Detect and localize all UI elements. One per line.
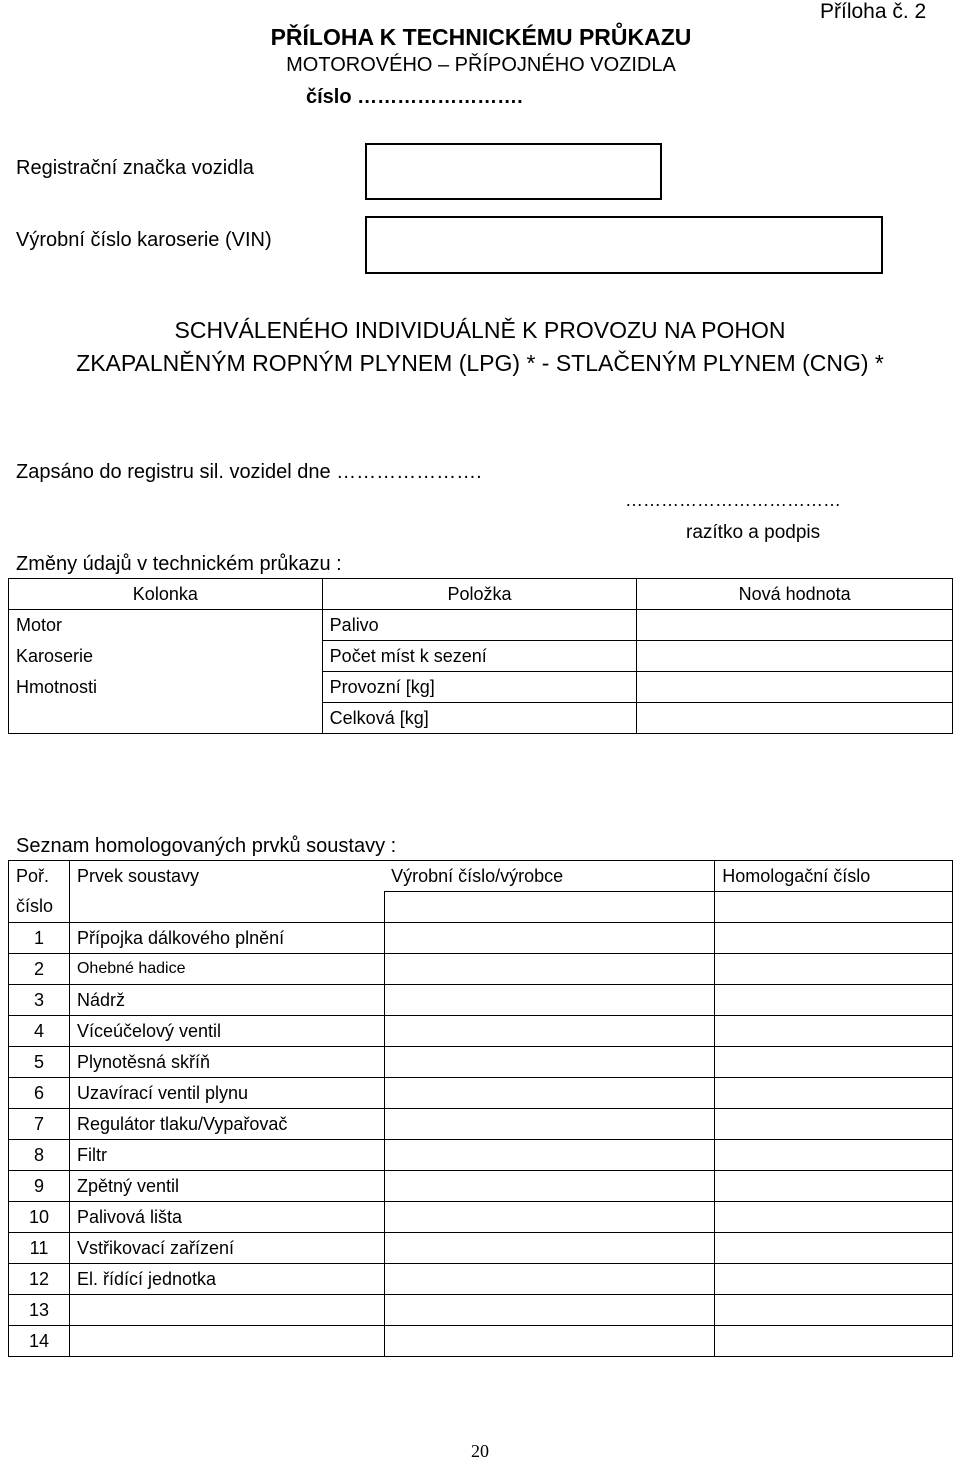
serial-cell[interactable] (384, 923, 715, 954)
homologation-cell[interactable] (715, 1047, 953, 1078)
homologation-cell[interactable] (715, 1233, 953, 1264)
row-number: 1 (9, 923, 70, 954)
part-cell: Nádrž (69, 985, 384, 1016)
polozka-cell: Palivo (322, 610, 637, 641)
row-number: 8 (9, 1140, 70, 1171)
serial-cell[interactable] (384, 1047, 715, 1078)
changes-header-row (9, 579, 953, 610)
serial-cell[interactable] (384, 1140, 715, 1171)
serial-cell[interactable] (384, 1264, 715, 1295)
table-row (9, 1171, 953, 1202)
polozka-cell: Provozní [kg] (322, 672, 637, 703)
part-cell: Vstřikovací zařízení (69, 1233, 384, 1264)
homologation-cell[interactable] (715, 954, 953, 985)
components-title: Seznam homologovaných prvků soustavy : (16, 835, 397, 857)
kolonka-cell: Hmotnosti (9, 672, 323, 703)
registration-label: Registrační značka vozidla (16, 157, 254, 179)
table-row (9, 703, 953, 734)
part-cell: Uzavírací ventil plynu (69, 1078, 384, 1109)
table-row (9, 1264, 953, 1295)
table-row (9, 1047, 953, 1078)
header-spacer (69, 892, 384, 923)
serial-cell[interactable] (384, 985, 715, 1016)
part-cell[interactable] (69, 1326, 384, 1357)
homologation-cell[interactable] (715, 1140, 953, 1171)
table-row (9, 923, 953, 954)
polozka-cell: Počet míst k sezení (322, 641, 637, 672)
table-row (9, 985, 953, 1016)
serial-cell[interactable] (384, 1326, 715, 1357)
column-header-part: Prvek soustavy (69, 861, 384, 892)
homologation-cell[interactable] (715, 1016, 953, 1047)
column-header-nova-hodnota: Nová hodnota (637, 579, 953, 610)
column-header-homologation: Homologační číslo (715, 861, 953, 892)
serial-cell[interactable] (384, 1295, 715, 1326)
table-row (9, 1140, 953, 1171)
table-row (9, 1109, 953, 1140)
components-table (8, 860, 953, 1357)
serial-cell[interactable] (384, 1171, 715, 1202)
part-cell: Zpětný ventil (69, 1171, 384, 1202)
approval-heading-line1: SCHVÁLENÉHO INDIVIDUÁLNĚ K PROVOZU NA POHON (174, 317, 786, 343)
part-cell: Ohebné hadice (69, 954, 384, 985)
column-header-kolonka: Kolonka (9, 579, 323, 610)
new-value-cell[interactable] (637, 610, 953, 641)
homologation-cell[interactable] (715, 1171, 953, 1202)
row-number: 5 (9, 1047, 70, 1078)
vin-label: Výrobní číslo karoserie (VIN) (16, 229, 272, 251)
document-number: číslo ……………………. (306, 86, 523, 108)
polozka-cell: Celková [kg] (322, 703, 637, 734)
serial-cell[interactable] (384, 954, 715, 985)
serial-cell[interactable] (384, 1233, 715, 1264)
annex-label: Příloha č. 2 (820, 0, 927, 23)
serial-cell[interactable] (384, 1202, 715, 1233)
part-cell: Regulátor tlaku/Vypařovač (69, 1109, 384, 1140)
components-header-row-2 (9, 892, 953, 923)
column-header-polozka: Položka (322, 579, 637, 610)
homologation-cell[interactable] (715, 985, 953, 1016)
row-number: 6 (9, 1078, 70, 1109)
homologation-cell[interactable] (715, 1202, 953, 1233)
part-cell: Víceúčelový ventil (69, 1016, 384, 1047)
row-number: 7 (9, 1109, 70, 1140)
registry-date-line: Zapsáno do registru sil. vozidel dne …………………. (16, 461, 482, 483)
new-value-cell[interactable] (637, 703, 953, 734)
part-cell: Filtr (69, 1140, 384, 1171)
column-header-serial: Výrobní číslo/výrobce (384, 861, 715, 892)
changes-table (8, 578, 953, 734)
approval-heading-line2: ZKAPALNĚNÝM ROPNÝM PLYNEM (LPG) * - STLAČENÝM PLYNEM (CNG) * (76, 350, 884, 376)
header-spacer (715, 892, 953, 923)
table-row (9, 1016, 953, 1047)
part-cell: El. řídící jednotka (69, 1264, 384, 1295)
table-row (9, 954, 953, 985)
changes-title: Změny údajů v technickém průkazu : (16, 553, 342, 575)
homologation-cell[interactable] (715, 1078, 953, 1109)
column-header-number: Poř. (9, 861, 70, 892)
serial-cell[interactable] (384, 1078, 715, 1109)
homologation-cell[interactable] (715, 1295, 953, 1326)
serial-cell[interactable] (384, 1109, 715, 1140)
document-subtitle: MOTOROVÉHO – PŘÍPOJNÉHO VOZIDLA (286, 54, 676, 76)
page-number: 20 (471, 1441, 489, 1461)
homologation-cell[interactable] (715, 1264, 953, 1295)
registration-field[interactable] (365, 143, 662, 200)
homologation-cell[interactable] (715, 1326, 953, 1357)
document-title: PŘÍLOHA K TECHNICKÉMU PRŮKAZU (270, 24, 692, 50)
homologation-cell[interactable] (715, 1109, 953, 1140)
kolonka-cell (9, 703, 323, 734)
table-row (9, 1078, 953, 1109)
components-header-row (9, 861, 953, 892)
new-value-cell[interactable] (637, 672, 953, 703)
homologation-cell[interactable] (715, 923, 953, 954)
vin-field[interactable] (365, 216, 883, 274)
table-row (9, 641, 953, 672)
row-number: 4 (9, 1016, 70, 1047)
row-number: 12 (9, 1264, 70, 1295)
serial-cell[interactable] (384, 1016, 715, 1047)
row-number: 3 (9, 985, 70, 1016)
row-number: 9 (9, 1171, 70, 1202)
row-number: 13 (9, 1295, 70, 1326)
part-cell: Palivová lišta (69, 1202, 384, 1233)
new-value-cell[interactable] (637, 641, 953, 672)
kolonka-cell: Motor (9, 610, 323, 641)
table-row (9, 1233, 953, 1264)
table-row (9, 1295, 953, 1326)
part-cell: Přípojka dálkového plnění (69, 923, 384, 954)
part-cell: Plynotěsná skříň (69, 1047, 384, 1078)
row-number: 2 (9, 954, 70, 985)
part-cell[interactable] (69, 1295, 384, 1326)
row-number: 10 (9, 1202, 70, 1233)
column-header-number-line2: číslo (9, 892, 70, 923)
table-row (9, 672, 953, 703)
row-number: 11 (9, 1233, 70, 1264)
kolonka-cell: Karoserie (9, 641, 323, 672)
signature-line: ……………………………… (625, 490, 841, 510)
table-row (9, 1326, 953, 1357)
row-number: 14 (9, 1326, 70, 1357)
table-row (9, 1202, 953, 1233)
header-spacer (384, 892, 715, 923)
table-row (9, 610, 953, 641)
stamp-signature-label: razítko a podpis (686, 522, 821, 543)
